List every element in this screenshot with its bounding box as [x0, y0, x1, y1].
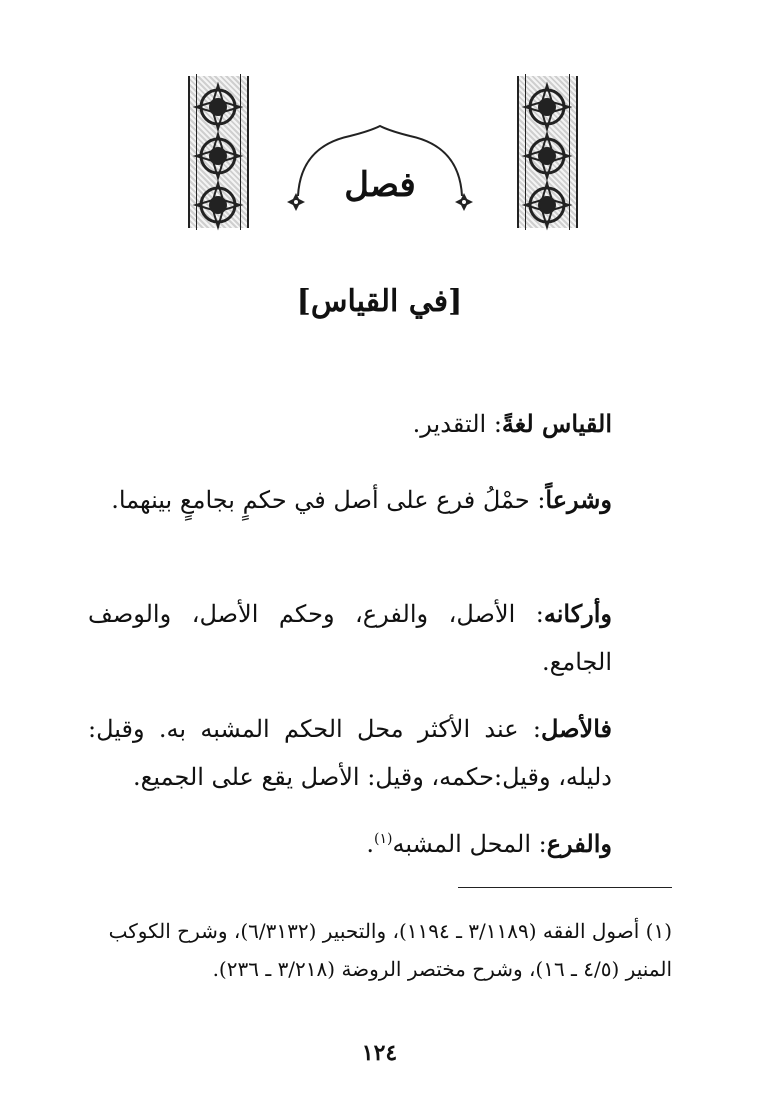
- paragraph-text: : التقدير.: [412, 410, 502, 438]
- footnote: (١) أصول الفقه (٣/١١٨٩ ـ ١١٩٤)، والتحبير (٦/٣١٣٢)، وشرح الكوكب المنير (٤/٥ ـ ١٦)، وشرح مختصر الروضة (٣/٢١٨ ـ ٢٣٦).: [108, 919, 672, 981]
- flourish-icon: [287, 193, 305, 211]
- term: والفرع: [546, 829, 612, 858]
- paragraph: [88, 400, 612, 448]
- chapter-label: فصل: [344, 165, 416, 205]
- chapter-ornament: [0, 0, 759, 260]
- footnote-divider: [458, 887, 672, 888]
- star-rosette-icon: [196, 85, 240, 227]
- term: القياس لغةً: [501, 409, 612, 438]
- term: فالأصل: [540, 714, 612, 743]
- paragraph-text: : المحل المشبه: [392, 830, 547, 858]
- paragraph: [88, 705, 612, 801]
- paragraph-text: : عند الأكثر محل الحكم المشبه به. وقيل: دليله، وقيل:حكمه، وقيل: الأصل يقع على الجميع.: [88, 715, 612, 791]
- paragraph: [88, 820, 612, 868]
- paragraph: [88, 476, 612, 524]
- footnote-reference[interactable]: (١): [374, 831, 393, 847]
- term: وأركانه: [543, 599, 612, 628]
- page-number: ١٢٤: [361, 1040, 398, 1066]
- term: وشرعاً: [545, 485, 612, 514]
- paragraph-text: : حمْلُ فرع على أصل في حكمٍ بجامعٍ بينهما.: [111, 486, 546, 514]
- section-title: [في القياس]: [296, 284, 463, 319]
- paragraph: [88, 590, 612, 686]
- paragraph-text-end: .: [366, 830, 374, 858]
- paragraph-text: : الأصل، والفرع، وحكم الأصل، والوصف الجامع.: [88, 600, 612, 676]
- flourish-icon: [455, 193, 473, 211]
- star-rosette-icon: [525, 85, 569, 227]
